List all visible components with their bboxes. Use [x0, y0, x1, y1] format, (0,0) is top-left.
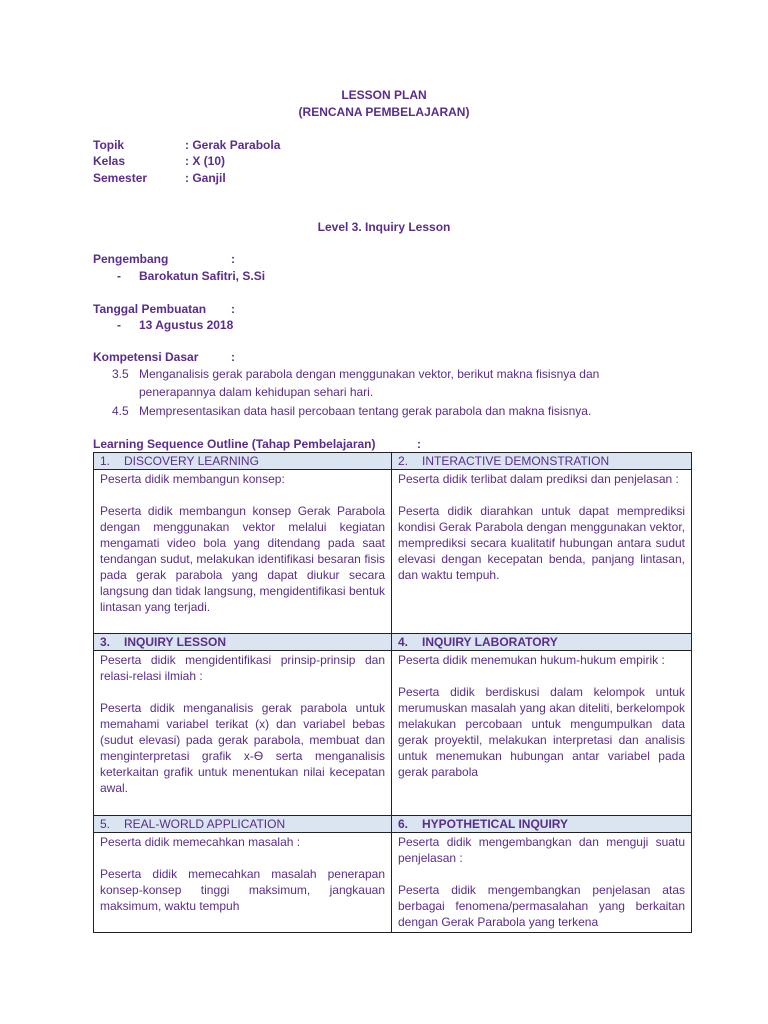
stage-description: Peserta didik membangun konsep Gerak Parabola dengan menggunakan vektor melalui kegiatan mengamati video bola yang ditendang pada saat tendangan sudut, melakukan identifikasi besaran fisis pada gerak parabola yang dapat diukur secara langsung dan tidak langsung, mengidentifikasi bentuk lintasan yang terjadi. [100, 504, 385, 614]
pengembang-value: Barokatun Safitri, S.Si [139, 269, 266, 283]
table-header-row [94, 816, 692, 833]
tanggal-label: Tanggal Pembuatan [93, 302, 207, 316]
table-row [94, 470, 692, 634]
stage-header [94, 453, 392, 470]
stage-description: Peserta didik menganalisis gerak parabola untuk memahami variabel terikat (x) dan variabel bebas (sudut elevasi) pada gerak parabola, membuat dan menginterpretasi grafik x-Ѳ serta menganalisis keterkaitan grafik untuk menentukan nilai kecepatan awal. [100, 701, 385, 795]
semester-value: : Ganjil [185, 171, 226, 185]
stage-intro: Peserta didik terlibat dalam prediksi dan penjelasan : [398, 472, 679, 486]
kelas-label: Kelas [93, 154, 126, 168]
kompetensi-label: Kompetensi Dasar [93, 350, 199, 364]
tanggal-value: 13 Agustus 2018 [139, 318, 234, 332]
stage-description: Peserta didik berdiskusi dalam kelompok untuk merumuskan masalah yang akan diteliti, berkelompok melakukan percobaan untuk mengumpulkan data gerak proyektil, melakukan interpretasi dan analisis untuk menemukan hubungan antar variabel pada gerak parabola [398, 685, 685, 779]
stage-cell [94, 833, 392, 933]
stage-title: INQUIRY LABORATORY [422, 635, 558, 649]
stage-intro: Peserta didik membangun konsep: [100, 472, 285, 486]
stage-number: 4. [398, 635, 409, 649]
stage-intro: Peserta didik menemukan hukum-hukum empirik : [398, 653, 665, 667]
stage-number: 2. [398, 454, 409, 468]
kelas-value: : X (10) [185, 154, 226, 168]
pengembang-dash: - [117, 269, 121, 283]
stage-number: 3. [100, 635, 111, 649]
stage-cell [94, 470, 392, 634]
stage-header [392, 816, 692, 833]
page-title: LESSON PLAN [341, 88, 427, 102]
stage-description: Peserta didik diarahkan untuk dapat memprediksi kondisi Gerak Parabola dengan menggunakan vektor, memprediksi secara kualitatif hubungan antara sudut elevasi dengan kecepatan benda, panjang lintasan, dan waktu tempuh. [398, 504, 685, 582]
tanggal-dash: - [117, 318, 121, 332]
stage-cell [392, 651, 692, 816]
level-heading: Level 3. Inquiry Lesson [317, 220, 451, 234]
stage-title: REAL-WORLD APPLICATION [124, 817, 286, 831]
kompetensi-item-text: penerapannya dalam kehidupan sehari hari. [139, 385, 374, 399]
stage-header [94, 634, 392, 651]
tanggal-colon: : [231, 302, 235, 316]
stage-header [392, 634, 692, 651]
table-header-row [94, 634, 692, 651]
stage-title: HYPOTHETICAL INQUIRY [422, 817, 569, 831]
kompetensi-colon: : [231, 350, 235, 364]
pengembang-label: Pengembang [93, 252, 169, 266]
kompetensi-item-number: 3.5 [112, 367, 129, 381]
page-subtitle: (RENCANA PEMBELAJARAN) [298, 105, 470, 119]
kompetensi-item-number: 4.5 [112, 404, 129, 418]
stage-intro: Peserta didik mengidentifikasi prinsip-prinsip dan relasi-relasi ilmiah : [100, 653, 385, 683]
sequence-label: Learning Sequence Outline (Tahap Pembelajaran) [93, 437, 376, 451]
stage-header [94, 816, 392, 833]
kompetensi-item-text: Mempresentasikan data hasil percobaan tentang gerak parabola dan makna fisisnya. [139, 404, 592, 418]
semester-label: Semester [93, 171, 148, 185]
stage-intro: Peserta didik memecahkan masalah : [100, 835, 301, 849]
stage-number: 6. [398, 817, 409, 831]
stage-cell [392, 470, 692, 634]
stage-description: Peserta didik memecahkan masalah penerapan konsep-konsep tinggi maksimum, jangkauan maksimum, waktu tempuh [100, 867, 385, 913]
table-row [94, 833, 692, 933]
stage-intro: Peserta didik mengembangkan dan menguji suatu penjelasan : [398, 835, 685, 865]
stage-description: Peserta didik mengembangkan penjelasan atas berbagai fenomena/permasalahan yang berkaitan dengan Gerak Parabola yang terkena [398, 883, 685, 929]
stage-title: DISCOVERY LEARNING [124, 454, 259, 468]
kompetensi-item-text: Menganalisis gerak parabola dengan menggunakan vektor, berikut makna fisisnya dan [139, 367, 600, 381]
sequence-colon: : [417, 437, 421, 451]
stage-number: 5. [100, 817, 111, 831]
table-row [94, 651, 692, 816]
pengembang-colon: : [231, 252, 235, 266]
table-header-row [94, 453, 692, 470]
stage-header [392, 453, 692, 470]
stage-title: INQUIRY LESSON [124, 635, 227, 649]
stage-title: INTERACTIVE DEMONSTRATION [422, 454, 610, 468]
topik-value: : Gerak Parabola [185, 138, 281, 152]
topik-label: Topik [93, 138, 125, 152]
stage-number: 1. [100, 454, 111, 468]
stage-cell [392, 833, 692, 933]
learning-sequence-table [93, 452, 692, 933]
stage-cell [94, 651, 392, 816]
